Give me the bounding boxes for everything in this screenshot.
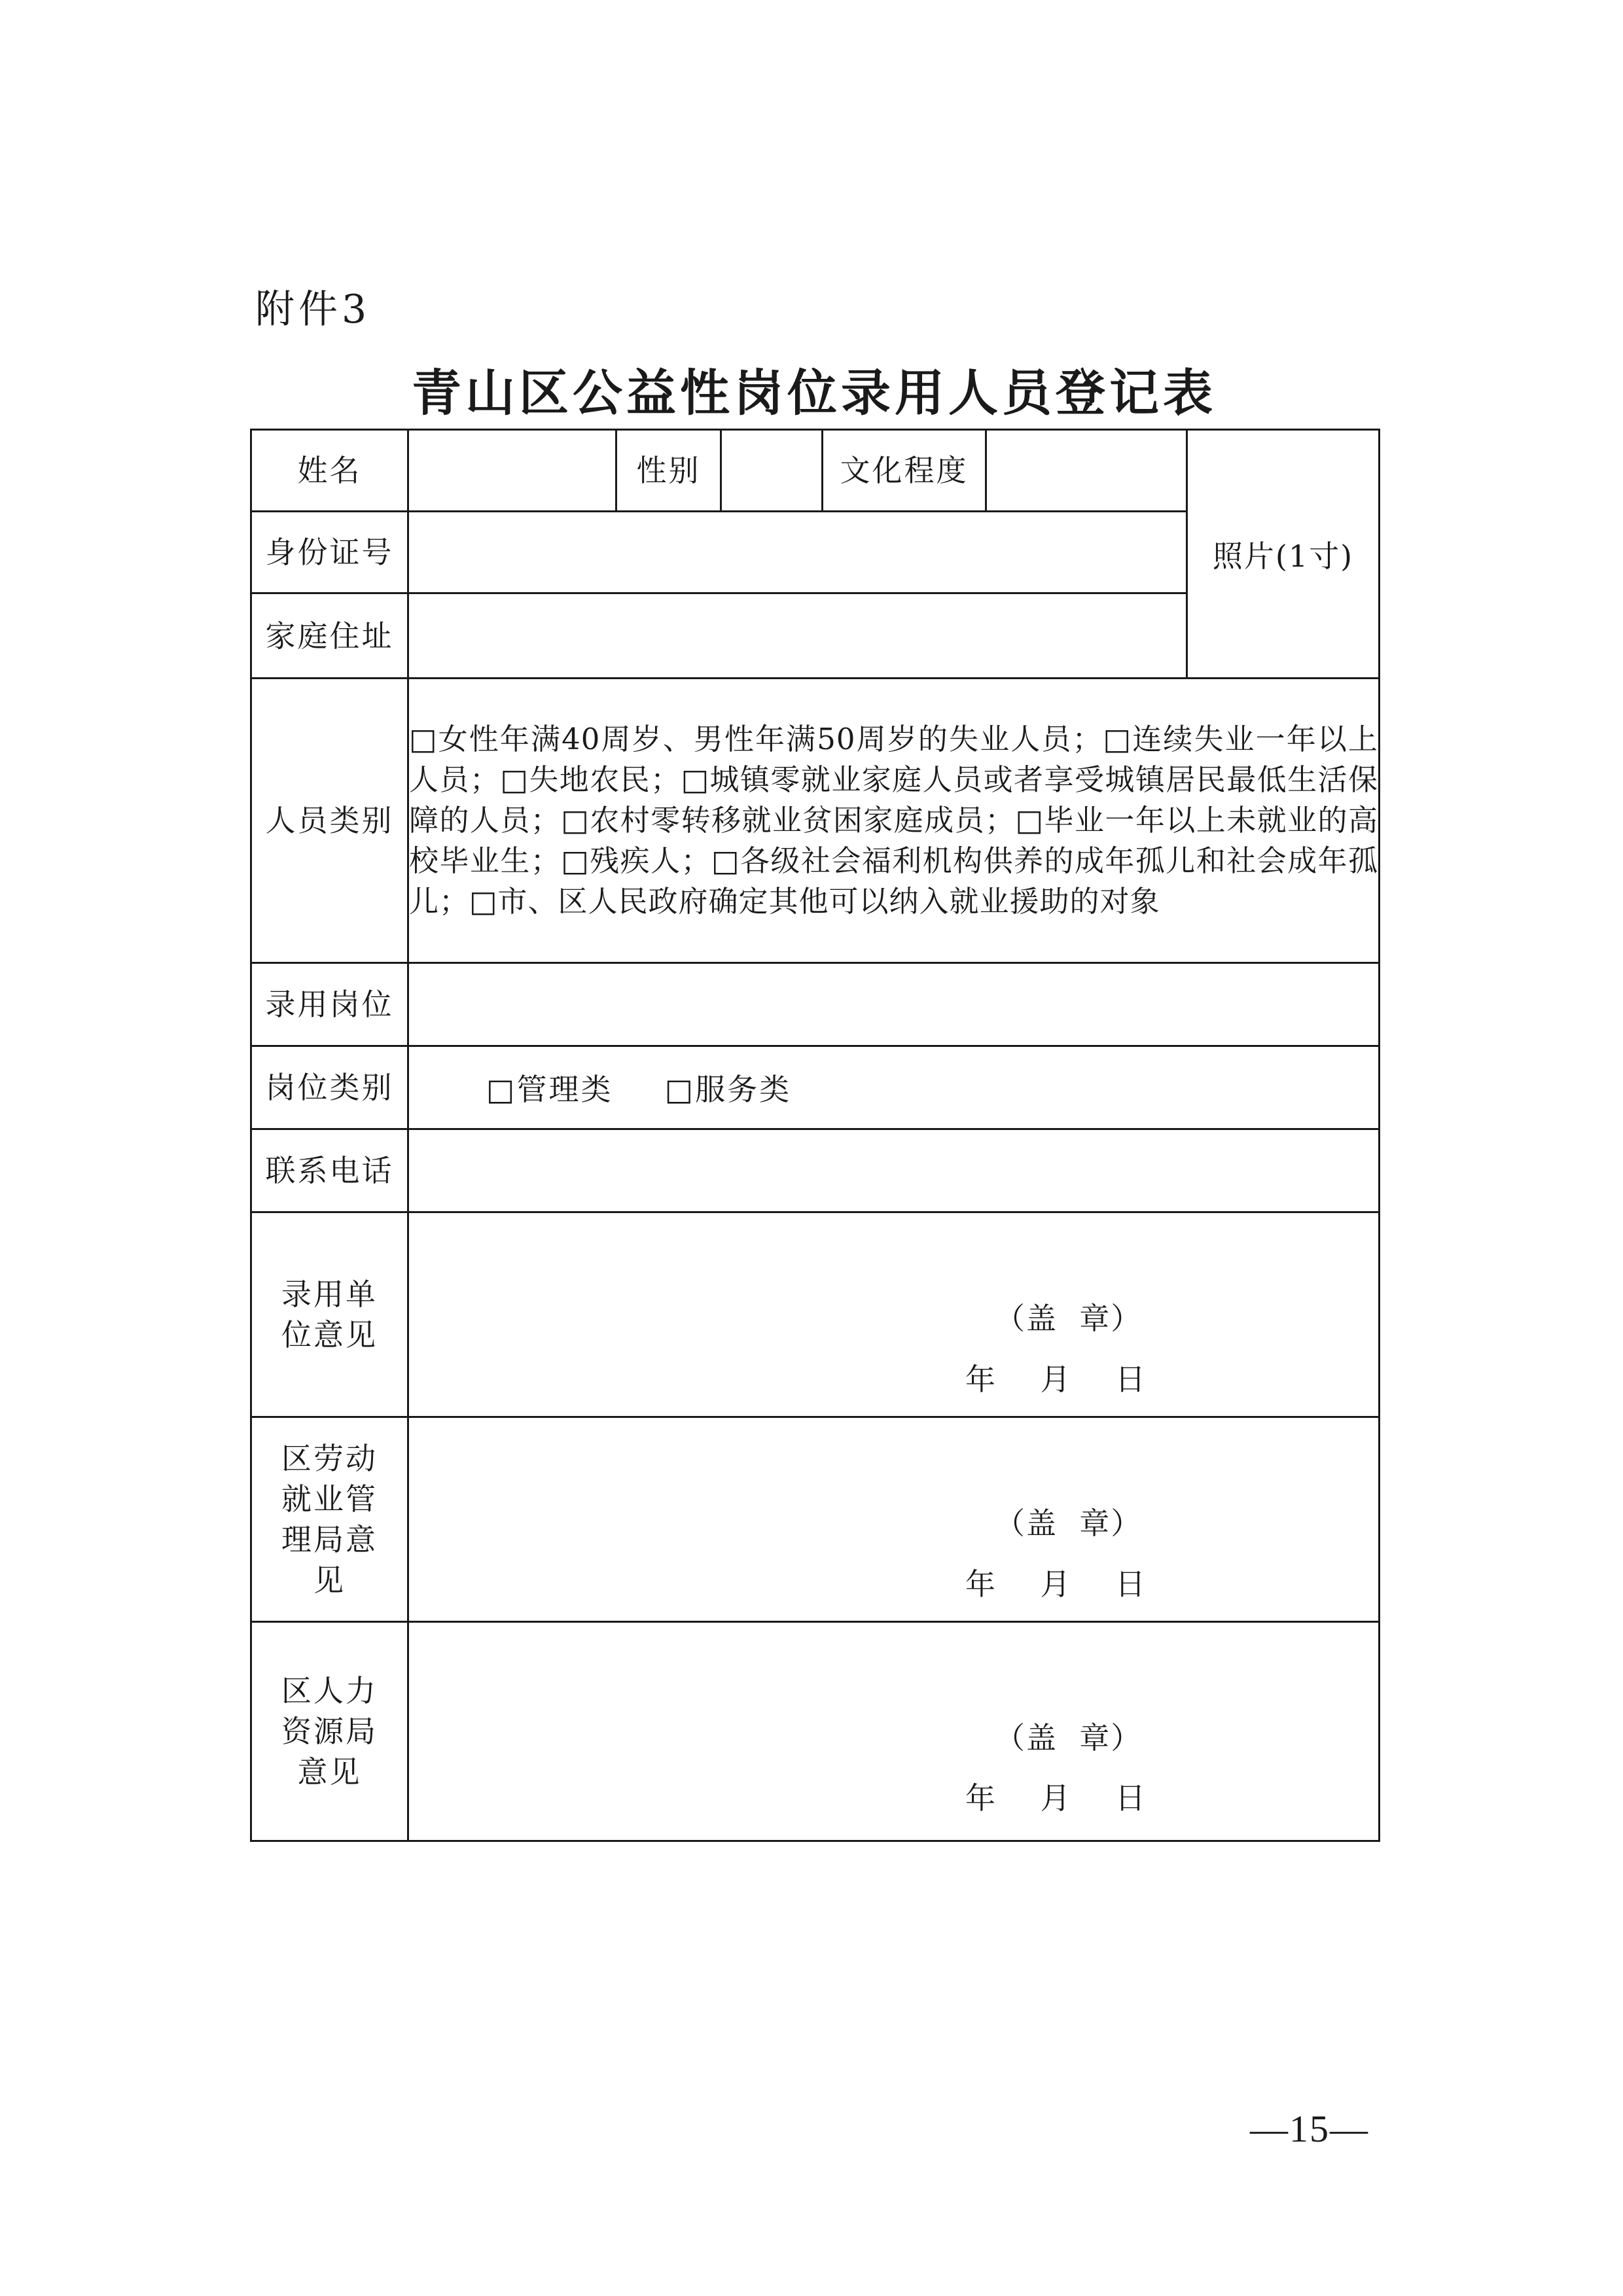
- approval-label-text: 录用单位意见: [281, 1277, 378, 1352]
- category-options[interactable]: □女性年满40周岁、男性年满50周岁的失业人员；□连续失业一年以上人员；□失地农民；□城镇零就业家庭人员或者享受城镇居民最低生活保障的人员；□农村零转移就业贫困家庭成员；□毕业一年以上未就业的高校毕业生；□残疾人；□各级社会福利机构供养的成年孤儿和社会成年孤儿；□市、区人民政府确定其他可以纳入就业援助的对象: [408, 679, 1380, 963]
- approval-label-employer: [251, 1212, 408, 1417]
- gender-field[interactable]: [721, 430, 823, 512]
- seal-text: （盖 章）: [995, 1506, 1143, 1541]
- phone-label: 联系电话: [251, 1129, 408, 1212]
- position-type-options: [408, 1046, 1380, 1129]
- page-number: —15—: [1250, 2108, 1369, 2150]
- approval-label-text: 区劳动就业管理局意见: [281, 1441, 378, 1598]
- approval-box-employer[interactable]: [408, 1212, 1380, 1417]
- category-label: 人员类别: [251, 679, 408, 963]
- seal-text: （盖 章）: [995, 1720, 1143, 1756]
- date-line: 年 月 日: [965, 1362, 1147, 1397]
- name-field[interactable]: [408, 430, 616, 512]
- id-number-label: 身份证号: [251, 512, 408, 593]
- form-title: 青山区公益性岗位录用人员登记表: [412, 364, 1217, 422]
- id-number-field[interactable]: [408, 512, 1187, 593]
- address-label: 家庭住址: [251, 593, 408, 679]
- approval-label-hr-bureau: [251, 1622, 408, 1841]
- option-management[interactable]: □管理类: [486, 1072, 613, 1107]
- seal-text: （盖 章）: [995, 1301, 1143, 1336]
- name-label: 姓名: [251, 430, 408, 512]
- registration-form-table: [250, 429, 1380, 1842]
- education-label: 文化程度: [823, 430, 986, 512]
- date-line: 年 月 日: [965, 1780, 1147, 1816]
- phone-field[interactable]: [408, 1129, 1380, 1212]
- date-line: 年 月 日: [965, 1566, 1147, 1602]
- gender-label: 性别: [616, 430, 721, 512]
- address-field[interactable]: [408, 593, 1187, 679]
- approval-box-labor-bureau[interactable]: [408, 1417, 1380, 1622]
- education-field[interactable]: [986, 430, 1187, 512]
- approval-box-hr-bureau[interactable]: [408, 1622, 1380, 1841]
- attachment-label: 附件3: [255, 287, 371, 332]
- position-label: 录用岗位: [251, 963, 408, 1046]
- photo-box: 照片(1寸): [1187, 430, 1380, 679]
- approval-label-text: 区人力资源局意见: [281, 1673, 378, 1790]
- position-field[interactable]: [408, 963, 1380, 1046]
- option-service[interactable]: □服务类: [664, 1072, 792, 1107]
- position-type-label: 岗位类别: [251, 1046, 408, 1129]
- approval-label-labor-bureau: [251, 1417, 408, 1622]
